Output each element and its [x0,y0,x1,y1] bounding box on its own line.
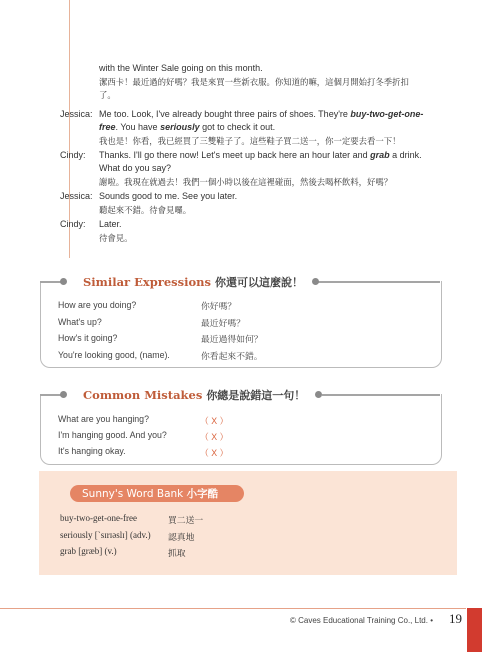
speaker-label: Jessica: [60,191,93,201]
dialogue-line [99,62,432,75]
section-title [83,274,303,290]
dialogue-zh: 謝啦。我現在就過去！我們一個小時以後在這裡碰面，然後去喝杯飲料，好嗎？ [99,177,393,187]
mistake-en: I'm hanging good. And you? [58,430,167,440]
header-rule [322,394,440,396]
keyword: grab [370,150,390,160]
title-zh: 你總是說錯這一句！ [206,389,306,402]
bullet-dot [315,391,322,398]
mistake-en: It's hanging okay. [58,446,126,456]
text-run: . You have [115,122,161,132]
word-meaning: 抓取 [168,549,186,559]
wrong-mark: （ X ） [200,416,229,426]
dialogue-zh: 我也是！你看，我已經買了三雙鞋子了。這些鞋子買二送一，你一定要去看一下！ [99,136,401,146]
footer-rule [0,608,466,609]
expression-en: How's it going? [58,333,118,343]
dialogue-en: Later. [99,219,122,229]
title-en: Common Mistakes [83,388,203,402]
dialogue-zh: 潔西卡！最近過的好嗎？我是來買一些新衣服。你知道的嘛，這個月開始打冬季折扣了。 [99,77,409,100]
expression-zh: 你好嗎？ [201,301,237,311]
speaker-label: Cindy: [60,150,86,160]
dialogue-en: Sounds good to me. See you later. [99,191,238,201]
expression-en: How are you doing? [58,300,137,310]
copyright: © Caves Educational Training Co., Ltd. • [290,616,433,625]
word-meaning: 買二送一 [168,516,204,526]
dialogue-en [99,108,432,134]
speaker-label: Cindy: [60,219,86,229]
wrong-mark: （ X ） [200,448,229,458]
dialogue-en: with the Winter Sale going on this month. [99,63,263,73]
page-number: 19 [449,611,462,626]
wrong-mark: （ X ） [200,432,229,442]
bullet-dot [60,278,67,285]
bullet-dot [312,278,319,285]
word-meaning: 認真地 [168,533,195,543]
text-run: got to check it out. [199,122,276,132]
header-rule [40,394,62,396]
header-rule [318,281,440,283]
expression-en: You're looking good, (name). [58,350,170,360]
dialogue-zh: 待會見。 [99,233,133,243]
section-title [83,387,305,403]
text-run: a drink. What do you say? [99,150,422,173]
title-en: Sunny's Word Bank [82,488,184,500]
title-zh: 小字酷 [186,488,219,500]
bullet-dot [60,391,67,398]
keyword: buy-two-get-one-free [99,109,424,132]
expression-zh: 最近過得如何？ [201,334,263,344]
word-term: seriously [ˋsɪrɪəslɪ] (adv.) [60,530,151,540]
mistake-en: What are you hanging? [58,414,149,424]
header-rule [40,281,62,283]
text-run: Thanks. I'll go there now! Let's meet up back here an hour later and [99,150,371,160]
page-tab [467,608,482,652]
dialogue-en [99,149,432,175]
keyword: seriously [160,122,200,132]
title-en: Similar Expressions [83,275,211,289]
word-term: grab [græb] (v.) [60,546,117,556]
dialogue-zh: 聽起來不錯。待會見囉。 [99,205,192,215]
expression-en: What's up? [58,317,102,327]
word-bank-title [82,486,218,501]
speaker-label: Jessica: [60,109,93,119]
title-zh: 你還可以這麼說！ [214,276,303,289]
expression-zh: 最近好嗎？ [201,318,245,328]
word-term: buy-two-get-one-free [60,513,137,523]
expression-zh: 你看起來不錯。 [201,351,263,361]
text-run: Me too. Look, I've already bought three pairs of shoes. They're [99,109,351,119]
